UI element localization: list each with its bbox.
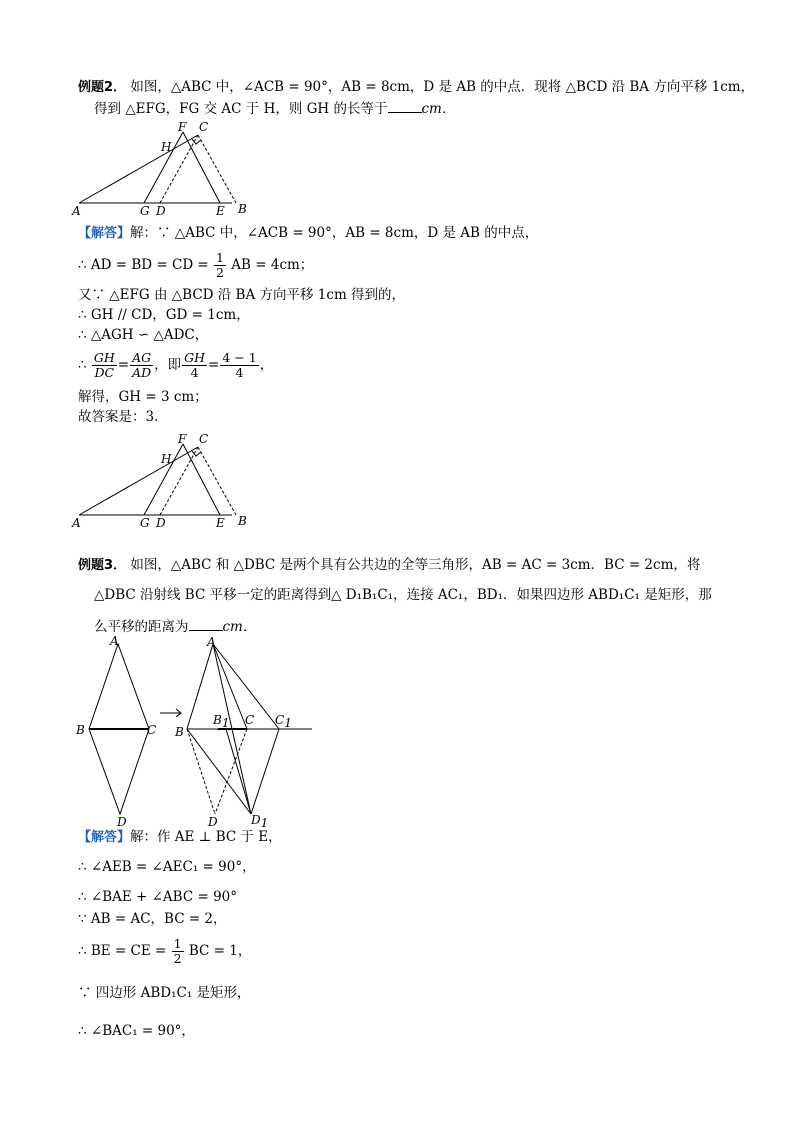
example-3-solution-line-2: [78, 858, 256, 876]
example-3-solution-line-7: [78, 1022, 195, 1040]
solution-text-7: 解得，GH = 3 cm；: [78, 389, 208, 405]
example-2-solution-line-7: [78, 388, 208, 406]
example-3-solution-line-5: [78, 936, 251, 966]
label-d1: D1: [251, 813, 269, 830]
label-h: H: [161, 452, 172, 466]
label-c: C: [199, 432, 209, 446]
fraction-denominator: 4: [190, 365, 199, 380]
example-2-solution-line-2: [78, 250, 313, 280]
segment-cd-dashed: [215, 729, 247, 814]
fraction-numerator: GH: [184, 350, 206, 365]
fraction-gh-dc: [92, 351, 117, 380]
right-angle-mark: [192, 451, 201, 456]
example-3-solution-line-3: [78, 888, 237, 906]
answer-blank: [189, 618, 223, 631]
label-e: E: [216, 516, 225, 530]
solution-text-4: ∵ AB = AC，BC = 2，: [78, 911, 227, 927]
solution-text-6: ∵ 四边形 ABD₁C₁ 是矩形，: [78, 985, 251, 1001]
equals-sign: =: [117, 357, 130, 373]
fraction-numerator: 1: [173, 936, 182, 951]
equals-sign: =: [208, 357, 220, 373]
label-c-left: C: [147, 723, 157, 737]
example-2-solution-line-1: [78, 224, 538, 243]
example-3-solution-line-4: [78, 910, 227, 928]
solution-text-1: 解：∵ △ABC 中，∠ACB = 90°，AB = 8cm，D 是 AB 的中点，: [130, 225, 539, 241]
segment-cb-dashed: [198, 135, 236, 203]
example-2-stem-line-2: [94, 100, 455, 118]
example-3-stem-unit: cm．: [222, 619, 257, 635]
fraction-denominator: DC: [94, 365, 115, 380]
example-2-solution-line-3: [78, 286, 405, 304]
example-2-figure-2: [70, 430, 270, 530]
solution-text-7: ∴ ∠BAC₁ = 90°，: [78, 1023, 195, 1039]
segment-bd-dashed: [187, 729, 215, 814]
example-3-solution-line-6: [78, 984, 251, 1002]
solution-text-3: 又∵ △EFG 由 △BCD 沿 BA 方向平移 1cm 得到的，: [78, 287, 406, 303]
fraction-half: [172, 937, 184, 966]
fraction-ag-ad: [130, 351, 153, 380]
label-c: C: [199, 120, 209, 134]
segment-fe: [183, 444, 220, 515]
fraction-gh-4: [182, 351, 207, 380]
label-a-right: A: [207, 635, 216, 649]
example-3-figure: [70, 636, 330, 831]
segment-ab: [187, 644, 213, 729]
solution-text-4: ∴ GH // CD，GD = 1cm，: [78, 307, 250, 323]
answer-tag: 【解答】: [78, 830, 131, 845]
example-3-title: 例题3．: [78, 558, 127, 573]
fraction-denominator: AD: [132, 365, 152, 380]
fraction-numerator: GH: [93, 350, 115, 365]
fraction-denominator: 2: [216, 265, 224, 280]
example-2-figure-1: [70, 118, 270, 218]
label-b-right: B: [175, 725, 184, 739]
solution-text-6-mid: ，即: [154, 357, 182, 373]
segment-cb-dashed: [198, 447, 236, 515]
fraction-numerator: 4 − 1: [222, 350, 257, 365]
fraction-numerator: AG: [130, 351, 153, 366]
example-2-solution-line-6: [78, 350, 273, 380]
label-c1: C1: [275, 713, 292, 730]
segment-ac: [79, 447, 198, 515]
segment-ac: [79, 135, 198, 203]
label-f: F: [178, 432, 187, 446]
right-angle-mark: [192, 139, 201, 144]
example-2-stem-unit: cm．: [421, 101, 456, 117]
solution-text-2a: ∴ AD = BD = CD =: [78, 257, 209, 273]
example-2-solution-line-5: [78, 326, 208, 344]
label-a-left: A: [110, 634, 119, 648]
solution-text-3: ∴ ∠BAE + ∠ABC = 90°: [78, 889, 237, 905]
label-b: B: [238, 514, 247, 528]
solution-text-8: 故答案是：3．: [78, 409, 168, 425]
example-2-stem-text-2: 得到 △EFG，FG 交 AC 于 H，则 GH 的长等于: [94, 101, 388, 117]
label-e: E: [216, 204, 225, 218]
label-d-right: D: [208, 815, 218, 829]
solution-text-2b: AB = 4cm；: [231, 257, 314, 273]
label-b-left: B: [76, 723, 85, 737]
segment-fe: [183, 132, 220, 203]
fraction-3-4: [220, 351, 258, 380]
solution-text-5b: BC = 1，: [188, 943, 252, 959]
example-2-stem-line-1: [78, 78, 754, 97]
label-a: A: [72, 204, 81, 218]
example-2-title: 例题2．: [78, 80, 127, 95]
label-h: H: [161, 140, 172, 154]
fraction-denominator: 2: [173, 951, 182, 966]
fraction-numerator: 1: [216, 250, 224, 265]
label-d: D: [156, 204, 166, 218]
segment-b1d1: [226, 729, 251, 814]
label-a: A: [72, 516, 81, 530]
label-g: G: [140, 204, 150, 218]
solution-text-2: ∴ ∠AEB = ∠AEC₁ = 90°，: [78, 859, 256, 875]
example-2-solution-line-8: [78, 408, 168, 426]
label-c-right: C: [245, 713, 255, 727]
solution-text-1: 解：作 AE ⊥ BC 于 E，: [130, 829, 282, 845]
solution-text-6-end: ，: [259, 357, 274, 373]
example-3-stem-line-2: [94, 586, 712, 604]
label-d: D: [156, 516, 166, 530]
solution-text-5: ∴ △AGH ∽ △ADC，: [78, 327, 209, 343]
label-f: F: [178, 120, 187, 134]
example-2-solution-line-4: [78, 306, 250, 324]
fraction-half: [214, 251, 226, 280]
example-3-stem-text-1: 如图，△ABC 和 △DBC 是两个具有公共边的全等三角形，AB = AC = 3cm．BC = 2cm，将: [130, 557, 701, 573]
example-3-stem-line-1: [78, 556, 700, 575]
label-d-left: D: [117, 815, 127, 829]
fraction-denominator: 4: [235, 365, 244, 380]
example-3-stem-text-3: 么平移的距离为: [94, 619, 189, 635]
label-b: B: [238, 202, 247, 216]
segment-c1d1: [251, 729, 279, 814]
example-3-solution-line-1: [78, 828, 282, 847]
answer-tag: 【解答】: [78, 226, 131, 241]
example-3-stem-text-2: △DBC 沿射线 BC 平移一定的距离得到△ D₁B₁C₁，连接 AC₁，BD₁．如果四边形 ABD₁C₁ 是矩形，那: [94, 587, 712, 603]
solution-text-6-pre: ∴: [78, 357, 87, 373]
example-2-stem-text-1: 如图，△ABC 中，∠ACB = 90°，AB = 8cm，D 是 AB 的中点．现将 △BCD 沿 BA 方向平移 1cm，: [130, 79, 755, 95]
label-b1: B1: [213, 713, 230, 730]
label-g: G: [140, 516, 150, 530]
solution-text-5a: ∴ BE = CE =: [78, 943, 167, 959]
answer-blank: [388, 100, 422, 113]
